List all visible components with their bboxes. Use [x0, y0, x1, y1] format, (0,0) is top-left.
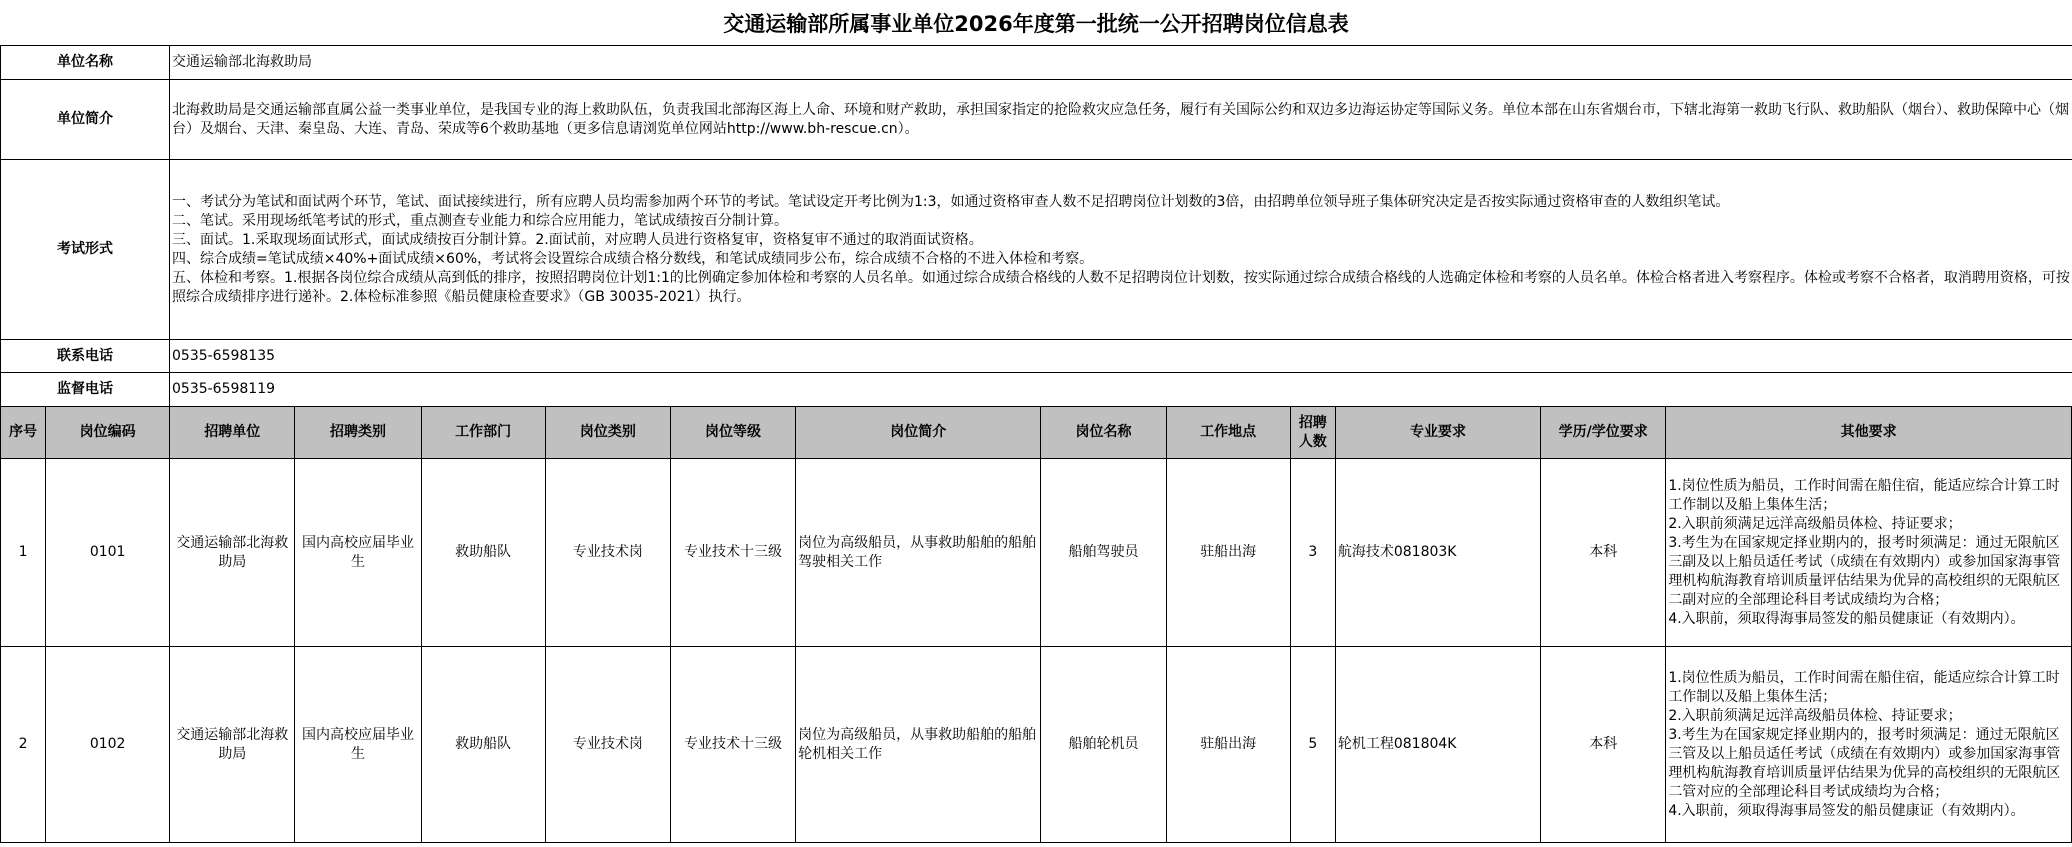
phone-value[interactable]: 0535-6598135: [170, 340, 2072, 373]
exam-row: [1, 160, 2072, 340]
table-row: [1, 647, 2072, 843]
supervise-row: [1, 373, 2072, 407]
cell-degree[interactable]: 本科: [1541, 459, 1666, 647]
cell-intro[interactable]: 岗位为高级船员，从事救助船舶的船舶驾驶相关工作: [796, 459, 1041, 647]
cell-other[interactable]: [1666, 647, 2072, 843]
cell-other[interactable]: [1666, 459, 2072, 647]
cell-post-name[interactable]: 船舶驾驶员: [1041, 459, 1166, 647]
cell-dept[interactable]: 救助船队: [421, 647, 545, 843]
col-header-other[interactable]: 其他要求: [1666, 407, 2072, 459]
exam-line-4: 四、综合成绩=笔试成绩×40%+面试成绩×60%，考试将会设置综合成绩合格分数线，和笔试成绩同步公布，综合成绩不合格的不进入体检和考察。: [172, 250, 1094, 267]
cell-post-name[interactable]: 船舶轮机员: [1041, 647, 1166, 843]
cell-code[interactable]: 0101: [46, 459, 170, 647]
col-header-unit[interactable]: 招聘单位: [170, 407, 295, 459]
cell-post-type[interactable]: 专业技术岗: [545, 459, 670, 647]
other-line-2: 2.入职前须满足远洋高级船员体检、持证要求；: [1668, 707, 1962, 724]
col-header-major[interactable]: 专业要求: [1335, 407, 1540, 459]
cell-location[interactable]: 驻船出海: [1166, 459, 1290, 647]
exam-line-5: 五、体检和考察。1.根据各岗位综合成绩从高到低的排序，按照招聘岗位计划1:1的比例确定参加体检和考察的人员名单。如通过综合成绩合格线的人数不足招聘岗位计划数，按实际通过综合成绩合格线的人选确定体检和考察的人员名单。体检合格者进入考察程序。体检或考察不合格者，取消聘用资格，可按照综合成绩排序进行递补。2.体检标准参照《船员健康检查要求》（GB 30035-2021）执行。: [172, 269, 2070, 305]
other-line-2: 2.入职前须满足远洋高级船员体检、持证要求；: [1668, 515, 1962, 532]
supervise-label[interactable]: 监督电话: [1, 373, 170, 407]
col-header-count[interactable]: 招聘人数: [1290, 407, 1335, 459]
exam-value[interactable]: [170, 160, 2072, 340]
other-line-3: 3.考生为在国家规定择业期内的，报考时须满足：通过无限航区三副及以上船员适任考试（成绩在有效期内）或参加国家海事管理机构航海教育培训质量评估结果为优异的高校组织的无限航区二副对应的全部理论科目考试成绩均为合格；: [1668, 534, 2061, 608]
unit-intro-label[interactable]: 单位简介: [1, 80, 170, 160]
cell-count[interactable]: 3: [1290, 459, 1335, 647]
cell-post-level[interactable]: 专业技术十三级: [670, 647, 795, 843]
cell-major[interactable]: 轮机工程081804K: [1335, 647, 1540, 843]
other-line-3: 3.考生为在国家规定择业期内的，报考时须满足：通过无限航区三管及以上船员适任考试（成绩在有效期内）或参加国家海事管理机构航海教育培训质量评估结果为优异的高校组织的无限航区二管对应的全部理论科目考试成绩均为合格；: [1668, 726, 2061, 800]
unit-intro-value[interactable]: 北海救助局是交通运输部直属公益一类事业单位，是我国专业的海上救助队伍，负责我国北部海区海上人命、环境和财产救助，承担国家指定的抢险救灾应急任务，履行有关国际公约和双边多边海运协定等国际义务。单位本部在山东省烟台市，下辖北海第一救助飞行队、救助船队（烟台）、救助保障中心（烟台）及烟台、天津、秦皇岛、大连、青岛、荣成等6个救助基地（更多信息请浏览单位网站http://www.bh-rescue.cn）。: [170, 80, 2072, 160]
other-line-1: 1.岗位性质为船员，工作时间需在船住宿，能适应综合计算工时工作制以及船上集体生活；: [1668, 669, 2060, 705]
page-title: 交通运输部所属事业单位2026年度第一批统一公开招聘岗位信息表: [723, 11, 1349, 36]
other-line-4: 4.入职前，须取得海事局签发的船员健康证（有效期内）。: [1668, 610, 2025, 627]
cell-degree[interactable]: 本科: [1541, 647, 1666, 843]
exam-line-3: 三、面试。1.采取现场面试形式，面试成绩按百分制计算。2.面试前，对应聘人员进行资格复审，资格复审不通过的取消面试资格。: [172, 231, 983, 248]
cell-no[interactable]: 2: [1, 647, 46, 843]
cell-unit[interactable]: 交通运输部北海救助局: [170, 647, 295, 843]
exam-line-1: 一、考试分为笔试和面试两个环节，笔试、面试接续进行，所有应聘人员均需参加两个环节的考试。笔试设定开考比例为1:3，如通过资格审查人数不足招聘岗位计划数的3倍，由招聘单位领导班子集体研究决定是否按实际通过资格审查的人数组织笔试。: [172, 193, 1730, 210]
col-header-degree[interactable]: 学历/学位要求: [1541, 407, 1666, 459]
cell-code[interactable]: 0102: [46, 647, 170, 843]
unit-intro-row: [1, 80, 2072, 160]
col-header-category[interactable]: 招聘类别: [295, 407, 421, 459]
cell-major[interactable]: 航海技术081803K: [1335, 459, 1540, 647]
exam-label[interactable]: 考试形式: [1, 160, 170, 340]
col-header-post-type[interactable]: 岗位类别: [545, 407, 670, 459]
cell-post-type[interactable]: 专业技术岗: [545, 647, 670, 843]
header-row: [1, 407, 2072, 459]
unit-name-row: [1, 46, 2072, 80]
col-header-dept[interactable]: 工作部门: [421, 407, 545, 459]
col-header-code[interactable]: 岗位编码: [46, 407, 170, 459]
cell-no[interactable]: 1: [1, 459, 46, 647]
cell-category[interactable]: 国内高校应届毕业生: [295, 647, 421, 843]
cell-count[interactable]: 5: [1290, 647, 1335, 843]
unit-name-label[interactable]: 单位名称: [1, 46, 170, 80]
table-row: [1, 459, 2072, 647]
phone-row: [1, 340, 2072, 373]
supervise-value[interactable]: 0535-6598119: [170, 373, 2072, 407]
other-line-1: 1.岗位性质为船员，工作时间需在船住宿，能适应综合计算工时工作制以及船上集体生活；: [1668, 477, 2060, 513]
cell-intro[interactable]: 岗位为高级船员，从事救助船舶的船舶轮机相关工作: [796, 647, 1041, 843]
unit-name-value[interactable]: 交通运输部北海救助局: [170, 46, 2072, 80]
col-header-post-name[interactable]: 岗位名称: [1041, 407, 1166, 459]
col-header-post-level[interactable]: 岗位等级: [670, 407, 795, 459]
other-line-4: 4.入职前，须取得海事局签发的船员健康证（有效期内）。: [1668, 802, 2025, 819]
cell-unit[interactable]: 交通运输部北海救助局: [170, 459, 295, 647]
positions-table: [0, 406, 2072, 843]
unit-info-table: [0, 45, 2072, 407]
cell-location[interactable]: 驻船出海: [1166, 647, 1290, 843]
col-header-no[interactable]: 序号: [1, 407, 46, 459]
col-header-location[interactable]: 工作地点: [1166, 407, 1290, 459]
cell-dept[interactable]: 救助船队: [421, 459, 545, 647]
cell-post-level[interactable]: 专业技术十三级: [670, 459, 795, 647]
col-header-intro[interactable]: 岗位简介: [796, 407, 1041, 459]
exam-line-2: 二、笔试。采用现场纸笔考试的形式，重点测查专业能力和综合应用能力，笔试成绩按百分制计算。: [172, 212, 788, 229]
cell-category[interactable]: 国内高校应届毕业生: [295, 459, 421, 647]
phone-label[interactable]: 联系电话: [1, 340, 170, 373]
